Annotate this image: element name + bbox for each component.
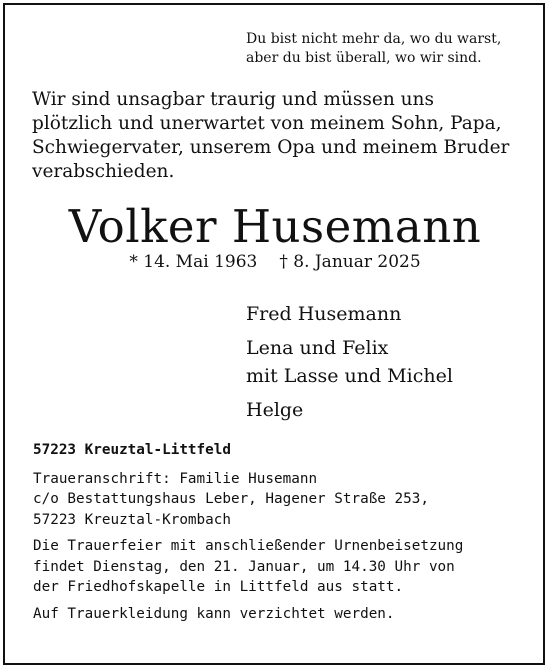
mourner-name: Lena und Felix	[246, 337, 389, 359]
intro-text	[32, 88, 532, 184]
birth-date: * 14. Mai 1963	[129, 252, 258, 272]
ceremony-line: findet Dienstag, den 21. Januar, um 14.30 Uhr von	[33, 558, 455, 575]
ceremony-line: Die Trauerfeier mit anschließender Urnenbeisetzung	[33, 538, 464, 554]
intro-line: Wir sind unsagbar traurig und müssen uns	[32, 89, 434, 110]
dress-note: Auf Trauerkleidung kann verzichtet werden.	[33, 605, 395, 622]
death-date: † 8. Januar 2025	[279, 252, 421, 272]
mourning-address	[33, 469, 543, 531]
mourners-list	[246, 300, 536, 430]
intro-line: Schwiegervater, unserem Opa und meinem Bruder	[32, 137, 510, 158]
intro-line: verabschieden.	[32, 161, 175, 182]
deceased-name: Volker Husemann	[68, 200, 482, 253]
mourner-name: mit Lasse und Michel	[246, 365, 453, 387]
address-line: c/o Bestattungshaus Leber, Hagener Straße 253,	[33, 491, 429, 507]
intro-line: plötzlich und unerwartet von meinem Sohn, Papa,	[32, 113, 502, 134]
address-line: 57223 Kreuztal-Krombach	[33, 511, 231, 528]
place-heading: 57223 Kreuztal-Littfeld	[33, 442, 231, 458]
motto-quote	[246, 30, 531, 68]
ceremony-line: der Friedhofskapelle in Littfeld aus statt.	[33, 579, 404, 595]
address-line: Traueranschrift: Familie Husemann	[33, 470, 318, 487]
life-dates	[0, 250, 550, 274]
mourner-group	[246, 300, 536, 328]
funeral-info	[33, 440, 543, 624]
motto-line: Du bist nicht mehr da, wo du warst,	[246, 31, 502, 47]
motto-line: aber du bist überall, wo wir sind.	[246, 50, 482, 66]
mourner-group	[246, 334, 536, 390]
mourner-name: Helge	[246, 399, 304, 421]
mourner-group	[246, 396, 536, 424]
mourner-name: Fred Husemann	[246, 303, 402, 325]
ceremony-text	[33, 536, 543, 598]
